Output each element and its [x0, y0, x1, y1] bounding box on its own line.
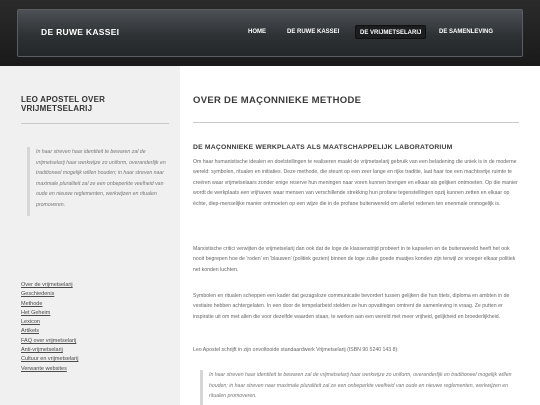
sidebar-divider: [21, 123, 169, 124]
site-title-link[interactable]: DE RUWE KASSEI: [41, 27, 120, 37]
page-title: OVER DE MAÇONNIEKE METHODE: [193, 95, 362, 106]
sidebar-link-over-de-vrijmetselarij[interactable]: Over de vrijmetselarij: [21, 282, 73, 288]
sidebar-link-faq[interactable]: FAQ over vrijmetselarij: [21, 337, 77, 344]
title-divider: [193, 122, 519, 123]
nav-de-ruwe-kassei[interactable]: DE RUWE KASSEI: [287, 29, 340, 35]
sidebar-link-cultuur[interactable]: Cultuur en vrijmetselarij: [21, 356, 79, 363]
sidebar-link-verwante-websites[interactable]: Verwante websites: [21, 365, 67, 372]
nav-de-vrijmetselarij[interactable]: DE VRIJMETSELARIJ: [355, 25, 426, 39]
paragraph-3: Symbolen en ritualen scheppen een kader dat gezagsloze communicatie bevordert tussen gelijken die hun titels, diploma en ambten in de vestiaire hebben achtergelaten. In een door de tempelarbeid stelden ze hun opvattingen omtrent de samenleving in vraag. Ze putten er inspiratie uit om met allen die voor dezelfde waarden staan, te werken aan een wereld met meer vrijheid, gelijkheid en broederlijkheid.: [193, 293, 510, 320]
sidebar-link-list: [21, 273, 171, 372]
nav-de-samenleving[interactable]: DE SAMENLEVING: [439, 29, 494, 35]
paragraph-2: Marxistische critici verwijten de vrijmetselarij dan ook dat de loge de klassenstrijd probeert in te kapselen en de buitenwereld heeft het ook nooit begrepen hoe de 'roden' en 'blauwen' (politiek gezien) binnen de loge zulke goede maatjes konden zijn terwijl ze vroeger elkaar politiek net konden luchten.: [193, 246, 516, 273]
sidebar-link-het-geheim[interactable]: Het Geheim: [21, 309, 51, 316]
paragraph-4: Leo Apostel schrijft in zijn onvoltooide standaardwerk Vrijmetselarij (ISBN 90 5240 143 8):: [193, 347, 399, 353]
sidebar-link-artikels[interactable]: Artikels: [21, 328, 40, 335]
sidebar-link-lexicon[interactable]: Lexicon: [21, 319, 40, 326]
sidebar-title: LEO APOSTEL OVER VRIJMETSELARIJ: [21, 95, 106, 113]
section-title: DE MAÇONNIEKE WERKPLAATS ALS MAATSCHAPPELIJK LABORATORIUM: [193, 144, 453, 151]
sidebar-link-methode[interactable]: Methode: [21, 300, 43, 307]
paragraph-1: Om haar humanistische idealen en doelstellingen te realiseren maakt de vrijmetselarij gebruik van een beladening die uniek is in de moderne wereld: symbolen, ritualen en initiaties. Deze methode, die steunt op een zeer lange en rijke traditie, laat haar toe een machtsvrije ruimte te creëren waar vrijmetselaars zonder enige reserve hun meningen naar voren kunnen brengen en elkaar als gelijken ontmoeten. Op die manier wordt de werkplaats een vrijhaven waar mensen van verschillende strekking hun profane tegenstellingen opzij kunnen zetten en elkaar op échte, diep-menselijke manier ontmoeten op een wijze die in de profane buitenwereld om allerlei redenen ten enenmale onmogelijk is.: [193, 159, 518, 207]
sidebar-link-geschiedenis[interactable]: Geschiedenis: [21, 291, 55, 298]
sidebar-quote: In haar streven haar identiteit te bewaren zal de vrijmetselarij haar werkwijze zo uniform, overanderlijk en traditioneel mogelijk willen houden; in haar streven naar maximale pluraliteit zal ze een onbeperkte veelheid van oude en nieuwe reglementen, werkwijzen en ritualen promoveren.: [27, 147, 169, 216]
sidebar-link-anti-vrijmetselarij[interactable]: Anti-vrijmetselarij: [21, 347, 63, 354]
nav-home[interactable]: HOME: [248, 29, 266, 35]
main-quote: In haar streven haar identiteit te bewaren zal de vrijmetselarij haar werkwijze zo uniform, overanderlijk en traditioneel mogelijk willen houden; in haar streven naar maximale pluraliteit zal ze een onbeperkte veelheid van oude en nieuwe reglementen, werkwijzen en ritualen promoveren.: [200, 370, 522, 405]
